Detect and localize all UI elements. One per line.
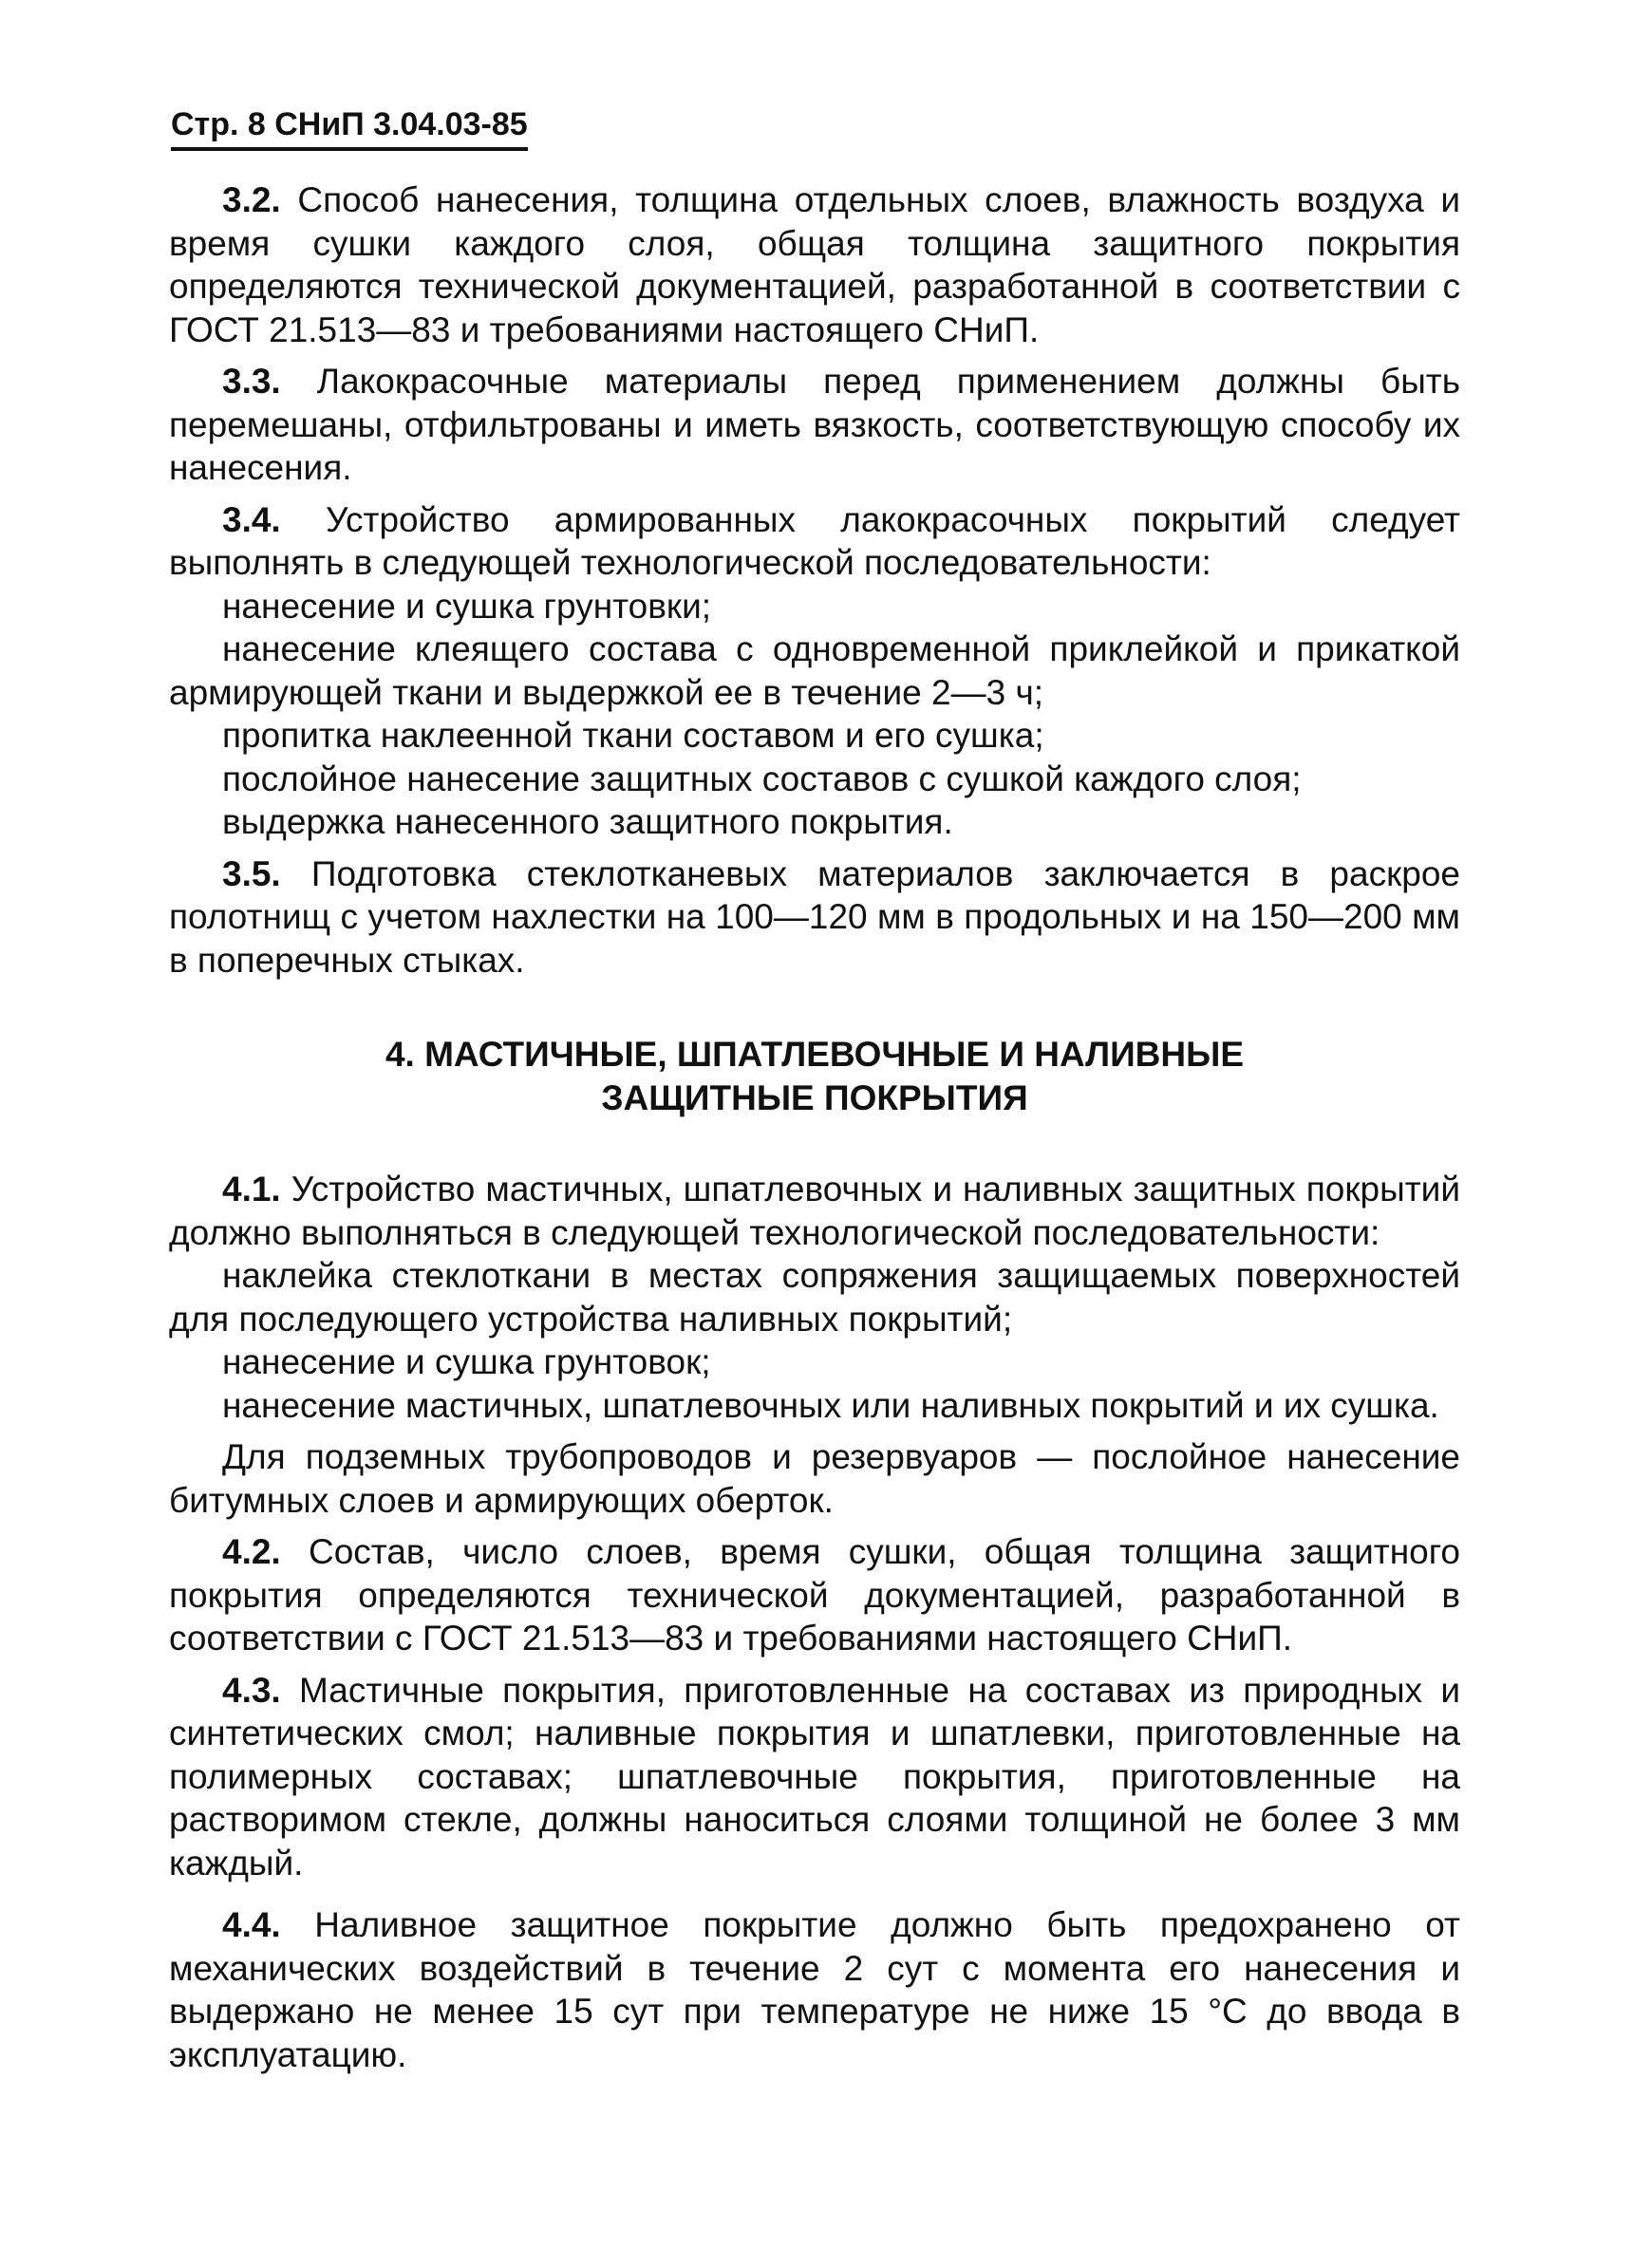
clause-number: 3.3. [222, 362, 281, 401]
clause-number: 3.4. [222, 499, 281, 539]
clause-number: 3.2. [222, 180, 281, 219]
clause-number: 4.2. [222, 1532, 281, 1571]
clause-text: Наливное защитное покрытие должно быть предохранено от механических воздействий в течение 2 сут с момента его нанесения и выдержано не менее 15 сут при температуре не ниже 15 °С до ввода в эксплуатацию. [169, 1905, 1461, 2074]
clause-text: Подготовка стеклотканевых материалов заключается в раскрое полотнищ с учетом нахлестки на 100—120 мм в продольных и на 150—200 мм в поперечных стыках. [169, 853, 1460, 980]
list-item: нанесение клеящего состава с одновременной приклейкой и прикаткой армирующей ткани и выдержкой ее в течение 2—3 ч; [169, 629, 1460, 712]
clause-text: Состав, число слоев, время сушки, общая толщина защитного покрытия определяются технической документацией, разработанной в соответствии с ГОСТ 21.513—83 и требованиями настоящего СНиП. [169, 1532, 1461, 1658]
document-body [169, 178, 1460, 2076]
list-item: нанесение и сушка грунтовок; [222, 1342, 711, 1381]
list-item: пропитка наклеенной ткани составом и его сушка; [222, 716, 1044, 755]
paragraph-4-1 [169, 1168, 1460, 1254]
paragraph-3-4 [169, 498, 1460, 585]
section-4-title [169, 1033, 1460, 1120]
clause-number: 4.4. [222, 1905, 281, 1944]
paragraph-4-2 [169, 1530, 1460, 1660]
running-header: Стр. 8 СНиП 3.04.03-85 [171, 106, 528, 151]
list-item: нанесение мастичных, шпатлевочных или наливных покрытий и их сушка. [222, 1385, 1439, 1425]
clause-number: 3.5. [222, 853, 281, 893]
paragraph-note: Для подземных трубопроводов и резервуаров — послойное нанесение битумных слоев и армирующих оберток. [169, 1437, 1460, 1520]
clause-number: 4.1. [222, 1170, 281, 1208]
paragraph-4-3 [169, 1669, 1460, 1885]
list-item: послойное нанесение защитных составов с сушкой каждого слоя; [222, 759, 1302, 798]
paragraph-3-2 [169, 178, 1460, 351]
clause-text: Мастичные покрытия, приготовленные на составах из природных и синтетических смол; наливные покрытия и шпатлевки, приготовленные на полимерных составах; шпатлевочные покрытия, приготовленные на растворимом стекле, должны наноситься слоями толщиной не более 3 мм каждый. [169, 1670, 1460, 1883]
list-item: нанесение и сушка грунтовки; [222, 586, 712, 626]
clause-text: Устройство мастичных, шпатлевочных и наливных защитных покрытий должно выполняться в следующей технологической последовательности: [169, 1170, 1461, 1252]
section-title-line: ЗАЩИТНЫЕ ПОКРЫТИЯ [601, 1078, 1028, 1117]
paragraph-4-4 [169, 1903, 1460, 2076]
section-title-line: 4. МАСТИЧНЫЕ, ШПАТЛЕВОЧНЫЕ И НАЛИВНЫЕ [385, 1035, 1245, 1074]
clause-text: Способ нанесения, толщина отдельных слоев, влажность воздуха и время сушки каждого слоя, общая толщина защитного покрытия определяются технической документацией, разработанной в соответствии с ГОСТ 21.513—83 и требованиями настоящего СНиП. [169, 180, 1461, 349]
clause-text: Лакокрасочные материалы перед применением должны быть перемешаны, отфильтрованы и иметь вязкость, соответствующую способу их нанесения. [169, 362, 1461, 487]
list-item: выдержка нанесенного защитного покрытия. [222, 802, 953, 841]
list-item: наклейка стеклоткани в местах сопряжения защищаемых поверхностей для последующего устройства наливных покрытий; [169, 1256, 1460, 1339]
paragraph-3-5 [169, 852, 1460, 983]
clause-text: Устройство армированных лакокрасочных покрытий следует выполнять в следующей технологической последовательности: [169, 499, 1461, 582]
clause-number: 4.3. [222, 1670, 281, 1710]
paragraph-3-3 [169, 360, 1460, 490]
